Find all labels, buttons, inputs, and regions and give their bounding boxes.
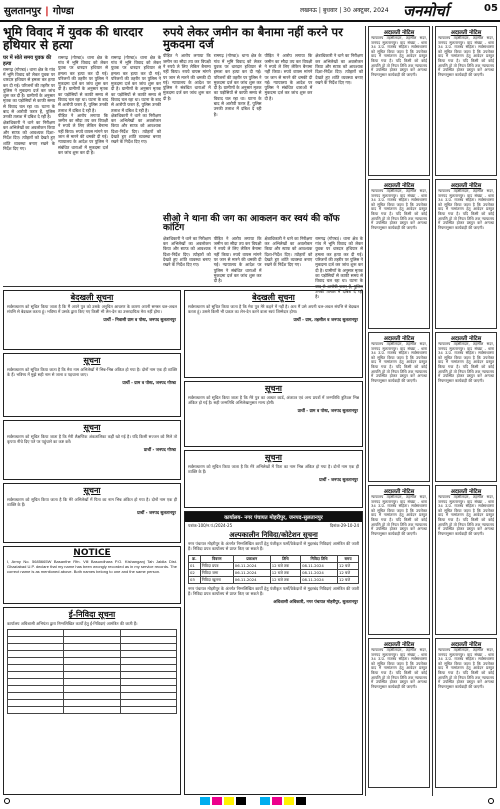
section-location: सुलतानपुर | गोण्डा bbox=[4, 6, 74, 17]
notice-signature: प्रार्थी - ग्राम, तहसील व जनपद सुलतानपुर bbox=[293, 316, 358, 322]
notice-signature: प्रार्थी - जनपद गोण्डा bbox=[143, 446, 176, 452]
legal-notice-body: न्यायालय तहसीलदार, तहसील सदर, जनपद सुलतानपुर। वाद संख्या - धारा 34 उ.प्र. राजस्व संहिता। सर्वसाधारण को सूचित किया जाता है कि उपरोक्त वाद में नामांतरण हेतु आवेदन प्रस्तुत किया गया है। यदि किसी को कोई आपत्ति हो तो नियत तिथि तक न्यायालय में उपस्थित होकर प्रस्तुत करें अन्यथा नियमानुसार कार्यवाही की जाएगी। bbox=[371, 188, 427, 230]
legal-notice-body: न्यायालय तहसीलदार, तहसील सदर, जनपद सुलतानपुर। वाद संख्या - धारा 34 उ.प्र. राजस्व संहिता। सर्वसाधारण को सूचित किया जाता है कि उपरोक्त वाद में नामांतरण हेतु आवेदन प्रस्तुत किया गया है। यदि किसी को कोई आपत्ति हो तो नियत तिथि तक न्यायालय में उपस्थित होकर प्रस्तुत करें अन्यथा नियमानुसार कार्यवाही की जाएगी। bbox=[438, 647, 494, 689]
color-swatch-icon bbox=[212, 797, 222, 805]
story-body-col4: रामगढ़ (गोण्डा)। थाना क्षेत्र के गांव में भूमि विवाद को लेकर युवक पर धारदार हथियार से हमला कर हत्या कर दी गई। परिजनों की तहरीर पर पुलिस ने मुकदमा दर्ज कर जांच शुरू कर दी है। ग्रामीणों के अनुसार मृतक का पड़ोसियों से काफी समय से विवाद चल रहा था। घटना के उनकी तलाश में दबिश दे रही है। bbox=[315, 235, 363, 300]
story-body: क्षेत्राधिकारी ने थाने का निरीक्षण कर अभिलेखों का अवलोकन किया और स्टाफ को आवश्यक दिशा-निर्देश दिए। त्योहारों को देखते हुए शांति व्यवस्था बनाए रखने के निर्देश दिए गए। bbox=[163, 235, 211, 268]
issue-date: लखनऊ | बुधवार | 30 अक्टूबर, 2024 bbox=[300, 7, 389, 14]
notice-title: सूचना bbox=[83, 423, 101, 432]
column-divider bbox=[432, 26, 433, 796]
table-row bbox=[8, 643, 177, 650]
page-number: 05 bbox=[484, 3, 498, 14]
notice-body: सर्वसाधारण को सूचित किया जाता है कि मैं अपने पुत्र को उसके अनुचित आचरण के कारण अपनी समस्त चल-अचल संपत्ति से बेदखल करता हूं। भविष्य में उसके द्वारा किए गए किसी भी लेन-देन का उत्तरदायित्व मेरा नहीं होगा। bbox=[7, 304, 177, 314]
table-row bbox=[8, 636, 177, 643]
table-cell: 03 bbox=[189, 576, 201, 583]
table-row bbox=[8, 706, 177, 713]
legal-notice-title: अदालती नोटिस bbox=[383, 30, 415, 36]
table-row bbox=[8, 685, 177, 692]
notice-title: सूचना bbox=[83, 356, 101, 365]
story-headline: रुपये लेकर जमीन का बैनामा नहीं करने पर मुकदमा दर्ज bbox=[163, 25, 343, 52]
legal-notice-title: अदालती नोटिस bbox=[450, 489, 482, 495]
tender-signature: अधिशासी अधिकारी, नगर पंचायत मोहरीपुर, सुलतानपुर bbox=[273, 598, 358, 604]
story-body-col3-cont: क्षेत्राधिकारी ने थाने का निरीक्षण कर अभिलेखों का अवलोकन किया और स्टाफ को आवश्यक दिशा-निर्देश दिए। त्योहारों को देखते हुए शांति व्यवस्था बनाए रखने के निर्देश दिए गए। bbox=[111, 112, 161, 145]
legal-notice bbox=[368, 179, 430, 329]
table-cell: निविदा प्रपत्र bbox=[200, 562, 233, 569]
newspaper-logo: जनमोर्चा bbox=[403, 2, 449, 20]
story-body-col3: रामगढ़ (गोण्डा)। थाना क्षेत्र के गांव में भूमि विवाद को लेकर युवक पर धारदार हथियार से हमला कर हत्या कर दी गई। परिजनों की तहरीर पर पुलिस ने मुकदमा दर्ज कर जांच शुरू कर दी है। ग्रामीणों के अनुसार मृतक का पड़ोसियों से काफी समय से विवाद चल रहा था। घटना के बाद से आरोपी फरार हैं, पुलिस उनकी तलाश में दबिश दे रही है। bbox=[111, 54, 161, 113]
table-cell: 12 बजे bbox=[338, 576, 359, 583]
table-cell: 12 बजे तक bbox=[270, 569, 300, 576]
story-body-col2: रामगढ़ (गोण्डा)। थाना क्षेत्र के गांव में भूमि विवाद को लेकर युवक पर धारदार हथियार से हमला कर हत्या कर दी गई। परिजनों की तहरीर पर पुलिस ने मुकदमा दर्ज कर जांच शुरू कर दी है। ग्रामीणों के अनुसार मृतक का पड़ोसियों से काफी समय से विवाद चल रहा था। घटना के बाद से आरोपी फरार हैं, पुलिस उनकी तलाश में दबिश दे रही है। bbox=[58, 54, 108, 113]
legal-notice bbox=[435, 332, 497, 482]
notice-title: बेदखली सूचना bbox=[252, 293, 295, 302]
e-tender-table bbox=[7, 629, 177, 714]
column-header: क्र. bbox=[189, 555, 201, 562]
notice-body: सर्वसाधारण को सूचित किया जाता है कि मेरे पुत्र का आधार कार्ड, अंकपत्र एवं अन्य प्रपत्रों में जन्मतिथि त्रुटिवश भिन्न अंकित हो गई है। सही जन्मतिथि अभिलेखानुसार मान्य होगी। bbox=[188, 395, 359, 405]
legal-notice-title: अदालती नोटिस bbox=[383, 336, 415, 342]
notice-body: सर्वसाधारण को सूचित किया जाता है कि मेरी शैक्षणिक अंकतालिका कहीं खो गई है। यदि किसी सज्जन को मिले तो कृपया नीचे दिए पते पर पहुंचाने का कष्ट करें। bbox=[7, 434, 177, 444]
color-swatch-icon bbox=[296, 797, 306, 805]
notice-title: बेदखली सूचना bbox=[70, 293, 114, 302]
table-cell: निविदा जमा bbox=[200, 569, 233, 576]
legal-notice-body: न्यायालय तहसीलदार, तहसील सदर, जनपद सुलतानपुर। वाद संख्या - धारा 34 उ.प्र. राजस्व संहिता। सर्वसाधारण को सूचित किया जाता है कि उपरोक्त वाद में नामांतरण हेतु आवेदन प्रस्तुत किया गया है। यदि किसी को कोई आपत्ति हो तो नियत तिथि तक न्यायालय में उपस्थित होकर प्रस्तुत करें अन्यथा नियमानुसार कार्यवाही की जाएगी। bbox=[371, 494, 427, 536]
tender-body: नगर पंचायत मोहरीपुर के अंतर्गत निम्नलिखित कार्यों हेतु पंजीकृत फर्मों/ठेकेदारों से मुहरबंद निविदाएं आमंत्रित की जाती हैं। निविदा प्रपत्र कार्यालय से प्राप्त किए जा सकते हैं। bbox=[188, 541, 359, 551]
table-cell: 06.11.2024 bbox=[233, 576, 270, 583]
registration-mark-icon bbox=[4, 798, 10, 804]
legal-notice-title: अदालती नोटिस bbox=[383, 642, 415, 648]
notice-body: सर्वसाधारण को सूचित किया जाता है कि मेरे अभिलेखों में पिता का नाम भिन्न अंकित हो गया है। दोनों नाम एक ही व्यक्ति के हैं। bbox=[188, 464, 359, 474]
story-body-col2: रामगढ़ (गोण्डा)। थाना क्षेत्र के गांव में भूमि विवाद को लेकर युवक पर धारदार हथियार से हमला कर हत्या कर दी गई। परिजनों की तहरीर पर पुलिस ने मुकदमा दर्ज कर जांच शुरू कर दी है। ग्रामीणों के अनुसार मृतक का पड़ोसियों से काफी समय से विवाद चल रहा था। घटना के बाद से आरोपी फरार हैं, पुलिस उनकी तलाश में दबिश दे रही है। bbox=[213, 53, 262, 117]
table-cell: 12 बजे तक bbox=[270, 576, 300, 583]
table-row bbox=[8, 678, 177, 685]
notice-body: I, Army No. 5685665W Basanthe Rfn. Vill Basundhara P.O. Kishanganj Tah Jaldia Dist. Ghaziabad U.P. declare that my name has been wrongly recorded as in my service records. The correct name is as mentioned above. Both names belong to one and the same person. bbox=[7, 559, 177, 574]
notice-signature: प्रार्थी - जनपद सुलतानपुर bbox=[319, 476, 358, 482]
table-row bbox=[189, 562, 359, 569]
table-row bbox=[8, 629, 177, 636]
story-body-col3: क्षेत्राधिकारी ने थाने का निरीक्षण कर अभिलेखों का अवलोकन किया और स्टाफ को आवश्यक दिशा-निर्देश दिए। त्योहारों को देखते हुए शांति व्यवस्था बनाए रखने के निर्देश दिए गए। bbox=[264, 235, 313, 268]
legal-notice bbox=[435, 179, 497, 329]
column-header: विवरण bbox=[200, 555, 233, 562]
notice-suchna-1 bbox=[3, 353, 181, 417]
tender-table bbox=[188, 555, 359, 584]
legal-notice-body: न्यायालय तहसीलदार, तहसील सदर, जनपद सुलतानपुर। वाद संख्या - धारा 34 उ.प्र. राजस्व संहिता। सर्वसाधारण को सूचित किया जाता है कि उपरोक्त वाद में नामांतरण हेतु आवेदन प्रस्तुत किया गया है। यदि किसी को कोई आपत्ति हो तो नियत तिथि तक न्यायालय में उपस्थित होकर प्रस्तुत करें अन्यथा नियमानुसार कार्यवाही की जाएगी। bbox=[438, 35, 494, 77]
table-cell: 08.11.2024 bbox=[301, 569, 338, 576]
notice-signature: प्रार्थी - ग्राम व पोस्ट, जनपद सुलतानपुर bbox=[297, 407, 358, 413]
notice-suchna-4 bbox=[3, 483, 181, 543]
legal-notice bbox=[435, 638, 497, 788]
legal-notice-title: अदालती नोटिस bbox=[450, 642, 482, 648]
story-body-cont: क्षेत्राधिकारी ने थाने का निरीक्षण कर अभिलेखों का अवलोकन किया और स्टाफ को आवश्यक दिशा-निर्देश दिए। त्योहारों को देखते हुए शांति व्यवस्था बनाए रखने के निर्देश दिए गए। bbox=[3, 119, 55, 152]
notice-signature: प्रार्थी - ग्राम व पोस्ट, जनपद गोण्डा bbox=[122, 379, 176, 385]
table-row bbox=[189, 569, 359, 576]
table-row bbox=[8, 650, 177, 657]
table-cell: 08.11.2024 bbox=[301, 562, 338, 569]
notice-title: ई-निविदा सूचना bbox=[68, 610, 116, 619]
story-subhead: घर में सोते समय युवक की हत्या bbox=[3, 54, 52, 67]
color-swatch-icon bbox=[284, 797, 294, 805]
notice-title: NOTICE bbox=[73, 548, 111, 558]
table-cell: 06.11.2024 bbox=[233, 569, 270, 576]
color-swatch-icon bbox=[200, 797, 210, 805]
story-body-col3: पीड़ित ने आरोप लगाया कि जमीन का सौदा तय कर विपक्षी ने रुपये ले लिए लेकिन बैनामा नहीं किया। रुपये वापस मांगने पर जान से मारने की धमकी दी गई। न्यायालय के आदेश पर पुलिस ने संबंधित धाराओं में मुकदमा दर्ज कर जांच शुरू कर दी है। bbox=[264, 53, 313, 101]
notice-title: सूचना bbox=[265, 384, 282, 393]
column-header: प्रकाशन bbox=[233, 555, 270, 562]
notice-bedakhali-2 bbox=[184, 290, 363, 378]
notice-suchna-3 bbox=[3, 420, 181, 480]
table-cell: 06.11.2024 bbox=[233, 562, 270, 569]
legal-notice bbox=[435, 485, 497, 635]
story-headline: भूमि विवाद में युवक की धारदार हथियार से हत्या bbox=[3, 25, 143, 52]
legal-notices-col-1 bbox=[368, 26, 430, 796]
legal-notice-title: अदालती नोटिस bbox=[450, 30, 482, 36]
legal-notice-body: न्यायालय तहसीलदार, तहसील सदर, जनपद सुलतानपुर। वाद संख्या - धारा 34 उ.प्र. राजस्व संहिता। सर्वसाधारण को सूचित किया जाता है कि उपरोक्त वाद में नामांतरण हेतु आवेदन प्रस्तुत किया गया है। यदि किसी को कोई आपत्ति हो तो नियत तिथि तक न्यायालय में उपस्थित होकर प्रस्तुत करें अन्यथा नियमानुसार कार्यवाही की जाएगी। bbox=[438, 188, 494, 230]
tender-body-cont: नगर पंचायत मोहरीपुर के अंतर्गत निम्नलिखित कार्यों हेतु पंजीकृत फर्मों/ठेकेदारों से मुहरबंद निविदाएं आमंत्रित की जाती हैं। निविदा प्रपत्र कार्यालय से प्राप्त किए जा सकते हैं। bbox=[188, 585, 359, 596]
table-row bbox=[8, 671, 177, 678]
legal-notice bbox=[435, 26, 497, 176]
legal-notice-title: अदालती नोटिस bbox=[450, 336, 482, 342]
table-cell: 01 bbox=[189, 562, 201, 569]
notice-signature: प्रार्थी - निवासी ग्राम व पोस्ट, जनपद सुलतानपुर bbox=[103, 316, 176, 322]
tender-title: अल्पकालीन निविदा/कोटेशन सूचना bbox=[229, 531, 318, 539]
table-header-row bbox=[189, 555, 359, 562]
table-cell: निविदा खुलना bbox=[200, 576, 233, 583]
notice-suchna-5 bbox=[184, 450, 363, 508]
table-cell: 12 बजे bbox=[338, 569, 359, 576]
tender-office: कार्यालय- नगर पंचायत मोहरीपुर, जनपद-सुलतानपुर bbox=[185, 512, 362, 522]
notice-english bbox=[3, 546, 181, 604]
story-headline: सीओ ने थाना की जग का आकलन कर स्वयं की कॉफ कांटिंग bbox=[163, 214, 340, 234]
notice-body: सर्वसाधारण को सूचित किया जाता है कि मेरे अभिलेखों में पिता का नाम भिन्न अंकित हो गया है। दोनों नाम एक ही व्यक्ति के हैं। bbox=[7, 497, 177, 507]
story-body-col4: क्षेत्राधिकारी ने थाने का निरीक्षण कर अभिलेखों का अवलोकन किया और स्टाफ को आवश्यक दिशा-निर्देश दिए। त्योहारों को देखते हुए शांति व्यवस्था बनाए रखने के निर्देश दिए गए। bbox=[315, 53, 363, 85]
tender-ref: पत्रांक-100/न.पं./2024-25 bbox=[188, 523, 233, 528]
legal-notice bbox=[368, 332, 430, 482]
tender-date: दिनांक-29-10-24 bbox=[329, 523, 359, 528]
legal-notice-body: न्यायालय तहसीलदार, तहसील सदर, जनपद सुलतानपुर। वाद संख्या - धारा 34 उ.प्र. राजस्व संहिता। सर्वसाधारण को सूचित किया जाता है कि उपरोक्त वाद में नामांतरण हेतु आवेदन प्रस्तुत किया गया है। यदि किसी को कोई आपत्ति हो तो नियत तिथि तक न्यायालय में उपस्थित होकर प्रस्तुत करें अन्यथा नियमानुसार कार्यवाही की जाएगी। bbox=[371, 341, 427, 383]
notice-body: कार्यालय अधिशासी अभियंता द्वारा निम्नलिखित कार्यों हेतु ई-निविदाएं आमंत्रित की जाती हैं। bbox=[7, 621, 138, 626]
notice-title: सूचना bbox=[265, 453, 282, 462]
story-body: रामगढ़ (गोण्डा)। थाना क्षेत्र के गांव में भूमि विवाद को लेकर युवक पर धारदार हथियार से हमला कर हत्या कर दी गई। परिजनों की तहरीर पर पुलिस ने मुकदमा दर्ज कर जांच शुरू कर दी है। ग्रामीणों के अनुसार मृतक का पड़ोसियों से काफी समय से विवाद चल रहा था। घटना के बाद से आरोपी फरार हैं, पुलिस उनकी तलाश में दबिश दे रही है। bbox=[3, 66, 55, 120]
story-land-dispute bbox=[3, 26, 161, 286]
color-swatch-icon bbox=[236, 797, 246, 805]
legal-notice bbox=[368, 638, 430, 788]
color-swatch-icon bbox=[224, 797, 234, 805]
column-header: निविदा तिथि bbox=[301, 555, 338, 562]
table-row bbox=[8, 657, 177, 664]
notice-e-tender bbox=[3, 607, 181, 795]
legal-notice-body: न्यायालय तहसीलदार, तहसील सदर, जनपद सुलतानपुर। वाद संख्या - धारा 34 उ.प्र. राजस्व संहिता। सर्वसाधारण को सूचित किया जाता है कि उपरोक्त वाद में नामांतरण हेतु आवेदन प्रस्तुत किया गया है। यदि किसी को कोई आपत्ति हो तो नियत तिथि तक न्यायालय में उपस्थित होकर प्रस्तुत करें अन्यथा नियमानुसार कार्यवाही की जाएगी। bbox=[438, 341, 494, 383]
notice-title: सूचना bbox=[83, 486, 101, 495]
notice-suchna-2 bbox=[184, 381, 363, 447]
legal-notice-title: अदालती नोटिस bbox=[383, 489, 415, 495]
legal-notice-body: न्यायालय तहसीलदार, तहसील सदर, जनपद सुलतानपुर। वाद संख्या - धारा 34 उ.प्र. राजस्व संहिता। सर्वसाधारण को सूचित किया जाता है कि उपरोक्त वाद में नामांतरण हेतु आवेदन प्रस्तुत किया गया है। यदि किसी को कोई आपत्ति हो तो नियत तिथि तक न्यायालय में उपस्थित होकर प्रस्तुत करें अन्यथा नियमानुसार कार्यवाही की जाएगी। bbox=[371, 35, 427, 77]
table-row bbox=[8, 664, 177, 671]
column-header: समय bbox=[338, 555, 359, 562]
divider bbox=[3, 286, 363, 287]
registration-mark-icon bbox=[488, 798, 494, 804]
table-cell: 02 bbox=[189, 569, 201, 576]
legal-notice-title: अदालती नोटिस bbox=[383, 183, 415, 189]
notice-bedakhali-1 bbox=[3, 290, 181, 350]
table-cell: 12 बजे तक bbox=[270, 562, 300, 569]
legal-notice-title: अदालती नोटिस bbox=[450, 183, 482, 189]
story-body: पीड़ित ने आरोप लगाया कि जमीन का सौदा तय कर विपक्षी ने रुपये ले लिए लेकिन बैनामा नहीं किया। रुपये वापस मांगने पर जान से मारने की धमकी दी गई। न्यायालय के आदेश पर पुलिस ने संबंधित धाराओं में मुकदमा दर्ज कर जांच शुरू कर दी है। bbox=[163, 53, 211, 101]
table-cell: 08.11.2024 bbox=[301, 576, 338, 583]
table-row bbox=[189, 576, 359, 583]
legal-notice bbox=[368, 26, 430, 176]
story-body-col2: पीड़ित ने आरोप लगाया कि जमीन का सौदा तय कर विपक्षी ने रुपये ले लिए लेकिन बैनामा नहीं किया। रुपये वापस मांगने पर जान से मारने की धमकी दी गई। न्यायालय के आदेश पर पुलिस ने संबंधित धाराओं में मुकदमा दर्ज कर जांच शुरू कर दी है। bbox=[213, 235, 262, 284]
notice-body: सर्वसाधारण को सूचित किया जाता है कि मेरा नाम अभिलेखों में भिन्न-भिन्न अंकित हो गया है। दोनों नाम एक ही व्यक्ति के हैं। भविष्य में मुझे सही नाम से जाना व पहचाना जाए। bbox=[7, 367, 177, 377]
legal-notices-col-2 bbox=[435, 26, 497, 796]
table-cell: 12 बजे bbox=[338, 562, 359, 569]
legal-notice-body: न्यायालय तहसीलदार, तहसील सदर, जनपद सुलतानपुर। वाद संख्या - धारा 34 उ.प्र. राजस्व संहिता। सर्वसाधारण को सूचित किया जाता है कि उपरोक्त वाद में नामांतरण हेतु आवेदन प्रस्तुत किया गया है। यदि किसी को कोई आपत्ति हो तो नियत तिथि तक न्यायालय में उपस्थित होकर प्रस्तुत करें अन्यथा नियमानुसार कार्यवाही की जाएगी। bbox=[371, 647, 427, 689]
notice-body: सर्वसाधारण को सूचित किया जाता है कि मेरा पुत्र मेरे कहने में नहीं है। अतः मैं उसे अपनी चल-अचल संपत्ति से बेदखल करता हूं। उससे किसी भी प्रकार का लेन-देन करने वाला स्वयं जिम्मेदार होगा। bbox=[188, 304, 359, 314]
location-left: सुलतानपुर bbox=[4, 6, 42, 17]
legal-notice bbox=[368, 485, 430, 635]
location-right: गोण्डा bbox=[52, 6, 74, 17]
masthead bbox=[0, 0, 500, 22]
table-row bbox=[8, 692, 177, 699]
notice-signature: प्रार्थी - जनपद सुलतानपुर bbox=[137, 509, 176, 515]
column-header: तिथि bbox=[270, 555, 300, 562]
color-swatch-icon bbox=[260, 797, 270, 805]
tender-notice bbox=[184, 511, 363, 795]
column-divider bbox=[365, 26, 366, 796]
table-row bbox=[8, 699, 177, 706]
legal-notice-body: न्यायालय तहसीलदार, तहसील सदर, जनपद सुलतानपुर। वाद संख्या - धारा 34 उ.प्र. राजस्व संहिता। सर्वसाधारण को सूचित किया जाता है कि उपरोक्त वाद में नामांतरण हेतु आवेदन प्रस्तुत किया गया है। यदि किसी को कोई आपत्ति हो तो नियत तिथि तक न्यायालय में उपस्थित होकर प्रस्तुत करें अन्यथा नियमानुसार कार्यवाही की जाएगी। bbox=[438, 494, 494, 536]
color-swatch-icon bbox=[272, 797, 282, 805]
story-body-col2-cont: पीड़ित ने आरोप लगाया कि जमीन का सौदा तय कर विपक्षी ने रुपये ले लिए लेकिन बैनामा नहीं किया। रुपये वापस मांगने पर जान से मारने की धमकी दी गई। न्यायालय के आदेश पर पुलिस ने संबंधित धाराओं में मुकदमा दर्ज कर जांच शुरू कर दी है। bbox=[58, 112, 108, 155]
